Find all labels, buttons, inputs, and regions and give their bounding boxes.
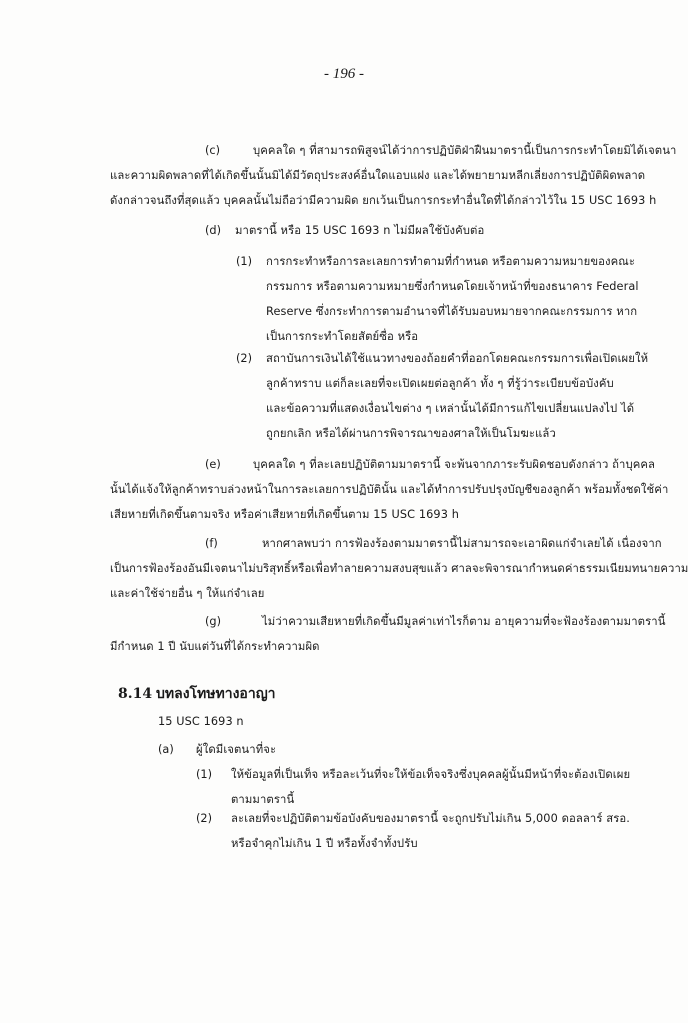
page-number: - 196 - xyxy=(324,66,364,82)
clause-d-item-1-text: การกระทำหรือการละเลยการทำตามที่กำหนด หรือตามความหมายของคณะ กรรมการ หรือตามความหมายซึ่งกำหนดโดยเจ้าหน้าที่ของธนาคาร Federal Reserve ซึ่งกระทำการตามอำนาจที่ได้รับมอบหมายจากคณะกรรมการ หาก เป็นการกระทำโดยสัตย์ซื่อ หรือ xyxy=(266,255,639,343)
clause-d-item-2-num: (2) xyxy=(236,352,253,365)
clause-e-label: (e) xyxy=(205,458,221,471)
clause-e-line-1: บุคคลใด ๆ ที่ละเลยปฏิบัติตามมาตรานี้ จะพ้นจากภาระรับผิดชอบดังกล่าว ถ้าบุคคล xyxy=(253,458,656,471)
clause-d-item-1-num: (1) xyxy=(236,255,253,268)
clause-a-item-2-num: (2) xyxy=(196,812,213,825)
clause-f-line-1: หากศาลพบว่า การฟ้องร้องตามมาตรานี้ไม่สามารถจะเอาผิดแก่จำเลยได้ เนื่องจาก xyxy=(262,537,662,550)
clause-d-item-2-text: สถาบันการเงินได้ใช้แนวทางของถ้อยคำที่ออกโดยคณะกรรมการเพื่อเปิดเผยให้ ลูกค้าทราบ แต่ก็ละเลยที่จะเปิดเผยต่อลูกค้า ทั้ง ๆ ที่รู้ว่าระเบียบข้อบังคับ และข้อความที่แสดงเงื่อนไขต่าง ๆ เหล่านั้นได้มีการแก้ไขเปลี่ยนแปลงไป ได้ ถูกยกเลิก หรือได้ผ่านการพิจารณาของศาลให้เป็นโมฆะแล้ว xyxy=(266,352,649,440)
clause-c-label: (c) xyxy=(205,144,221,157)
section-reference: 15 USC 1693 n xyxy=(158,715,244,728)
clause-a-item-1-text: ให้ข้อมูลที่เป็นเท็จ หรือละเว้นที่จะให้ข้อเท็จจริงซึ่งบุคคลผู้นั้นมีหน้าที่จะต้องเปิดเผย ตามมาตรานี้ xyxy=(231,768,631,806)
clause-a-item-1-num: (1) xyxy=(196,768,213,781)
clause-c-line-1: บุคคลใด ๆ ที่สามารถพิสูจน์ได้ว่าการปฏิบัติฝ่าฝืนมาตรานี้เป็นการกระทำโดยมิได้เจตนา xyxy=(253,144,677,157)
section-number: 8.14 xyxy=(118,686,153,702)
clause-e-body: นั้นได้แจ้งให้ลูกค้าทราบล่วงหน้าในการละเลยการปฏิบัตินั้น และได้ทำการปรับปรุงบัญชีของลูกค้า พร้อมทั้งชดใช้ค่า เสียหายที่เกิดขึ้นตามจริง หรือค่าเสียหายที่เกิดขึ้นตาม 15 USC 1693 h xyxy=(110,483,669,521)
clause-a-label: (a) xyxy=(158,743,174,756)
section-title: บทลงโทษทางอาญา xyxy=(156,686,276,702)
clause-d-text: มาตรานี้ หรือ 15 USC 1693 n ไม่มีผลใช้บังคับต่อ xyxy=(235,224,485,237)
clause-g-label: (g) xyxy=(205,615,221,628)
clause-a-text: ผู้ใดมีเจตนาที่จะ xyxy=(196,743,277,756)
clause-g-body: มีกำหนด 1 ปี นับแต่วันที่ได้กระทำความผิด xyxy=(110,640,320,653)
clause-f-label: (f) xyxy=(205,537,218,550)
clause-a-item-2-text: ละเลยที่จะปฏิบัติตามข้อบังคับของมาตรานี้ จะถูกปรับไม่เกิน 5,000 ดอลลาร์ สรอ. หรือจำคุกไม่เกิน 1 ปี หรือทั้งจำทั้งปรับ xyxy=(231,812,630,850)
clause-g-line-1: ไม่ว่าความเสียหายที่เกิดขึ้นมีมูลค่าเท่าไรก็ตาม อายุความที่จะฟ้องร้องตามมาตรานี้ xyxy=(262,615,666,628)
clause-d-label: (d) xyxy=(205,224,221,237)
clause-f-body: เป็นการฟ้องร้องอันมีเจตนาไม่บริสุทธิ์หรือเพื่อทำลายความสงบสุขแล้ว ศาลจะพิจารณากำหนดค่าธรรมเนียมทนายความ และค่าใช้จ่ายอื่น ๆ ให้แก่จำเลย xyxy=(110,562,688,600)
clause-c-body: และความผิดพลาดที่ได้เกิดขึ้นนั้นมิได้มีวัตถุประสงค์อื่นใดแอบแฝง และได้พยายามหลีกเลี่ยงการปฏิบัติผิดพลาด ดังกล่าวจนถึงที่สุดแล้ว บุคคลนั้นไม่ถือว่ามีความผิด ยกเว้นเป็นการกระทำอื่นใดที่ได้กล่าวไว้ใน 15 USC 1693 h xyxy=(110,169,657,207)
